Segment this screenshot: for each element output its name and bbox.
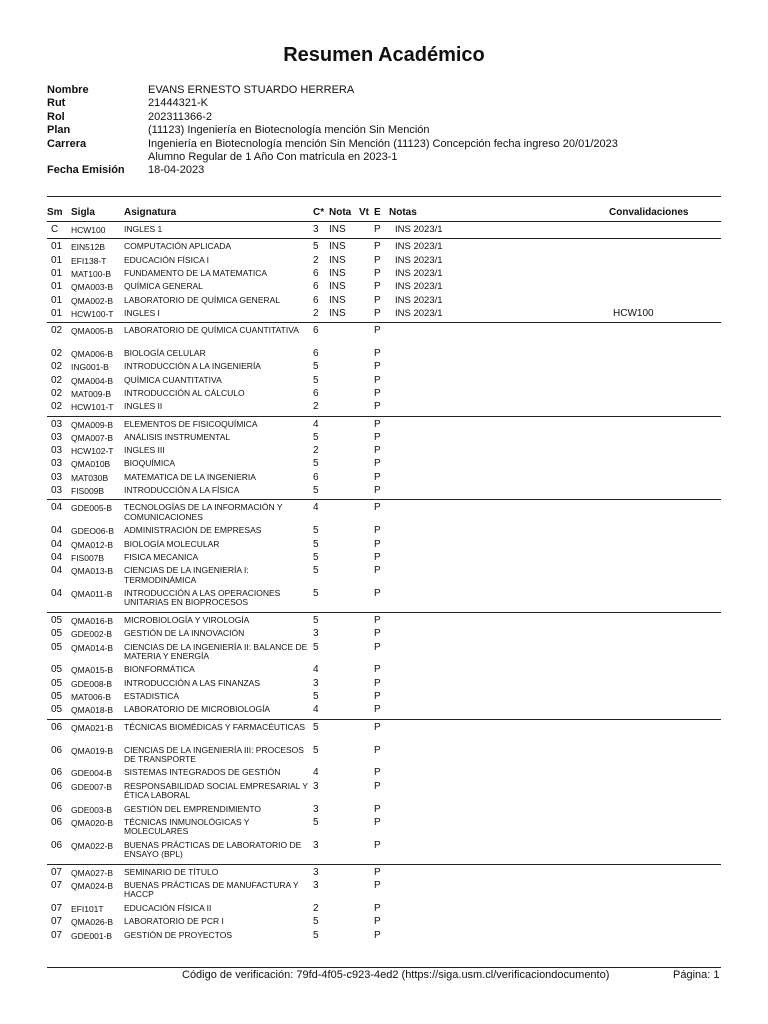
credits-cell: 4 [313, 418, 319, 430]
sigla-cell: QMA010B [71, 459, 111, 470]
status-cell: P [374, 614, 381, 626]
status-cell: P [374, 641, 381, 653]
sigla-cell: EIN512B [71, 242, 106, 253]
status-cell: P [374, 374, 381, 386]
semester-separator [47, 499, 721, 500]
status-cell: P [374, 418, 381, 430]
credits-cell: 5 [313, 431, 319, 443]
status-cell: P [374, 691, 381, 702]
sigla-cell: EFI138-T [71, 255, 107, 266]
sigla-cell: QMA015-B [71, 665, 114, 676]
status-cell: P [374, 816, 381, 828]
subject-cell: INTRODUCCIÓN A LAS OPERACIONES UNITARIAS EN BIOPROCESOS [124, 588, 281, 608]
info-value: 21444321-K [148, 97, 208, 110]
subject-cell: TÉCNICAS INMUNOLÓGICAS Y MOLECULARES [124, 816, 250, 837]
semester-cell: 07 [51, 902, 63, 914]
subject-cell: LABORATORIO DE MICROBIOLOGÍA [124, 704, 271, 715]
subject-cell: MICROBIOLOGÍA Y VIROLOGÍA [124, 614, 250, 625]
info-value: (11123) Ingeniería en Biotecnología mención Sin Mención [148, 124, 430, 137]
col-header-e: E [374, 207, 381, 218]
status-cell: P [374, 361, 381, 373]
semester-cell: 06 [51, 721, 63, 733]
status-cell: P [374, 744, 381, 756]
subject-cell: INGLES 1 [124, 224, 163, 234]
credits-cell: 2 [313, 902, 319, 914]
semester-cell: 05 [51, 704, 63, 716]
info-value: Alumno Regular de 1 Año Con matrícula en 2023-1 [148, 150, 398, 163]
sigla-cell: GDE008-B [71, 678, 113, 689]
subject-cell: LABORATORIO DE QUÍMICA GENERAL [124, 294, 281, 305]
subject-cell: GESTIÓN DE PROYECTOS [124, 929, 233, 940]
credits-cell: 4 [313, 664, 319, 676]
notes-cell: INS 2023/1 [395, 294, 443, 306]
sigla-cell: QMA021-B [71, 722, 114, 733]
credits-cell: 5 [313, 614, 319, 626]
subject-cell: LABORATORIO DE PCR I [124, 916, 224, 927]
semester-cell: 01 [51, 294, 63, 306]
sigla-cell: GDE001-B [71, 930, 113, 941]
subject-cell: INTRODUCCIÓN A LA FÍSICA [124, 485, 240, 495]
subject-cell: CIENCIAS DE LA INGENIERÍA II: BALANCE DE MATERIA Y ENERGÍA [124, 641, 308, 661]
sigla-cell: QMA022-B [71, 840, 114, 851]
sigla-cell: HCW100 [71, 225, 106, 235]
credits-cell: 5 [313, 485, 319, 496]
status-cell: P [374, 767, 381, 779]
status-cell: P [374, 916, 381, 928]
sigla-cell: GDE003-B [71, 804, 113, 815]
status-cell: P [374, 471, 381, 483]
status-cell: P [374, 431, 381, 443]
subject-cell: LABORATORIO DE QUÍMICA CUANTITATIVA [124, 325, 299, 336]
notes-cell: INS 2023/1 [395, 307, 443, 319]
sigla-cell: ING001-B [71, 362, 109, 373]
status-cell: P [374, 267, 381, 279]
col-header-asignatura: Asignatura [124, 207, 177, 218]
sigla-cell: FIS009B [71, 486, 105, 496]
grade-cell: INS [329, 294, 346, 306]
credits-cell: 5 [313, 816, 319, 828]
info-label: Plan [47, 124, 71, 137]
semester-cell: 01 [51, 254, 63, 266]
status-cell: P [374, 929, 381, 941]
subject-cell: TECNOLOGÍAS DE LA INFORMACIÓN Y COMUNICACIONES [124, 502, 283, 522]
sigla-cell: QMA024-B [71, 881, 114, 891]
credits-cell: 6 [313, 387, 319, 399]
subject-cell: BIOLOGÍA MOLECULAR [124, 538, 220, 549]
credits-cell: 4 [313, 767, 319, 779]
sigla-cell: QMA004-B [71, 375, 114, 386]
col-header-creditos: C* [313, 207, 325, 218]
status-cell: P [374, 839, 381, 851]
sigla-cell: QMA003-B [71, 282, 114, 293]
credits-cell: 5 [313, 374, 319, 386]
subject-cell: INGLES III [124, 445, 165, 456]
info-label: Rut [47, 97, 66, 110]
status-cell: P [374, 551, 381, 563]
credits-cell: 4 [313, 502, 319, 514]
info-label: Fecha Emisión [47, 164, 125, 177]
credits-cell: 6 [313, 294, 319, 306]
subject-cell: INGLES I [124, 307, 160, 318]
credits-cell: 5 [313, 721, 319, 733]
subject-cell: QUÍMICA GENERAL [124, 281, 203, 292]
info-value: EVANS ERNESTO STUARDO HERRERA [148, 84, 355, 96]
semester-cell: 01 [51, 267, 63, 279]
status-cell: P [374, 401, 381, 413]
status-cell: P [374, 387, 381, 399]
semester-cell: 05 [51, 614, 63, 626]
semester-cell: 06 [51, 803, 63, 815]
subject-cell: ESTADISTICA [124, 691, 180, 701]
sigla-cell: MAT009-B [71, 388, 111, 399]
notes-cell: INS 2023/1 [395, 241, 443, 253]
subject-cell: ADMINISTRACIÓN DE EMPRESAS [124, 525, 262, 536]
credits-cell: 4 [313, 704, 319, 716]
info-label: Nombre [47, 84, 89, 96]
semester-separator [47, 612, 721, 613]
sigla-cell: QMA027-B [71, 867, 114, 878]
notes-cell: INS 2023/1 [395, 224, 443, 235]
semester-cell: 04 [51, 588, 63, 599]
semester-cell: 02 [51, 325, 63, 337]
sigla-cell: GDE002-B [71, 629, 113, 640]
semester-cell: 02 [51, 374, 63, 386]
subject-cell: COMPUTACIÓN APLICADA [124, 241, 232, 252]
status-cell: P [374, 224, 381, 235]
semester-cell: 04 [51, 502, 63, 514]
credits-cell: 3 [313, 780, 319, 792]
semester-separator [47, 322, 721, 323]
sigla-cell: QMA018-B [71, 705, 114, 716]
col-header-sigla: Sigla [71, 207, 95, 218]
subject-cell: BUENAS PRÁCTICAS DE LABORATORIO DE ENSAYO (BPL) [124, 839, 302, 860]
status-cell: P [374, 502, 381, 514]
sigla-cell: GDE007-B [71, 781, 113, 792]
subject-cell: QUÍMICA CUANTITATIVA [124, 374, 222, 385]
subject-cell: INGLES II [124, 401, 163, 412]
subject-cell: TÉCNICAS BIOMÉDICAS Y FARMACÉUTICAS [124, 721, 306, 732]
sigla-cell: GDE004-B [71, 768, 113, 779]
credits-cell: 5 [313, 538, 319, 550]
sigla-cell: QMA013-B [71, 566, 114, 577]
subject-cell: ELEMENTOS DE FISICOQUÍMICA [124, 418, 258, 429]
credits-cell: 6 [313, 325, 319, 337]
status-cell: P [374, 664, 381, 676]
col-header-convalidaciones: Convalidaciones [609, 207, 689, 218]
credits-cell: 5 [313, 551, 319, 563]
footer-rule [47, 967, 721, 968]
semester-cell: 03 [51, 471, 63, 483]
semester-cell: 01 [51, 307, 63, 319]
credits-cell: 5 [313, 641, 319, 653]
status-cell: P [374, 677, 381, 689]
subject-cell: BIONFORMÁTICA [124, 664, 195, 675]
sigla-cell: QMA014-B [71, 642, 114, 653]
sigla-cell: GDEO06-B [71, 526, 114, 537]
status-cell: P [374, 325, 381, 337]
subject-cell: EDUCACIÓN FÍSICA I [124, 254, 210, 265]
semester-cell: 03 [51, 431, 63, 443]
credits-cell: 6 [313, 267, 319, 279]
credits-cell: 6 [313, 348, 319, 359]
semester-cell: 01 [51, 281, 63, 293]
subject-cell: INTRODUCCIÓN A LA INGENIERÍA [124, 361, 261, 372]
credits-cell: 5 [313, 525, 319, 537]
subject-cell: GESTIÓN DEL EMPRENDIMIENTO [124, 803, 261, 814]
semester-cell: 03 [51, 445, 63, 457]
semester-cell: 02 [51, 348, 63, 359]
status-cell: P [374, 485, 381, 496]
subject-cell: SISTEMAS INTEGRADOS DE GESTIÓN [124, 767, 281, 778]
credits-cell: 2 [313, 401, 319, 413]
info-value: 18-04-2023 [148, 164, 205, 177]
semester-cell: 04 [51, 565, 63, 577]
credits-cell: 5 [313, 691, 319, 702]
subject-cell: MATEMATICA DE LA INGENIERIA [124, 471, 256, 482]
info-value: Ingeniería en Biotecnología mención Sin Mención (11123) Concepción fecha ingreso 20/01/2023 [148, 137, 618, 150]
credits-cell: 3 [313, 803, 319, 815]
col-header-sm: Sm [47, 207, 63, 218]
sigla-cell: QMA002-B [71, 295, 114, 306]
semester-cell: 05 [51, 628, 63, 640]
semester-cell: 06 [51, 780, 63, 792]
credits-cell: 6 [313, 471, 319, 483]
subject-cell: BIOLOGÍA CELULAR [124, 348, 206, 358]
info-label: Carrera [47, 137, 87, 150]
status-cell: P [374, 348, 381, 359]
sigla-cell: MAT006-B [71, 692, 111, 702]
status-cell: P [374, 704, 381, 716]
credits-cell: 5 [313, 916, 319, 928]
status-cell: P [374, 565, 381, 577]
sigla-cell: MAT100-B [71, 268, 111, 279]
sigla-cell: EFI101T [71, 903, 104, 914]
sigla-cell: HCW100-T [71, 308, 114, 319]
subject-cell: SEMINARIO DE TÍTULO [124, 866, 219, 877]
semester-cell: 06 [51, 839, 63, 851]
status-cell: P [374, 281, 381, 293]
subject-cell: RESPONSABILIDAD SOCIAL EMPRESARIAL Y ÉTICA LABORAL [124, 780, 308, 801]
sigla-cell: GDE005-B [71, 503, 113, 514]
credits-cell: 5 [313, 361, 319, 373]
sigla-cell: QMA005-B [71, 326, 114, 337]
semester-cell: 06 [51, 744, 63, 756]
grade-cell: INS [329, 224, 346, 235]
semester-cell: 07 [51, 866, 63, 878]
grade-cell: INS [329, 307, 346, 319]
status-cell: P [374, 445, 381, 457]
status-cell: P [374, 254, 381, 266]
sigla-cell: HCW102-T [71, 446, 114, 457]
status-cell: P [374, 902, 381, 914]
semester-separator [47, 238, 721, 239]
status-cell: P [374, 588, 381, 599]
credits-cell: 5 [313, 458, 319, 470]
convalidation-cell: HCW100 [613, 307, 654, 319]
credits-cell: 6 [313, 281, 319, 293]
sigla-cell: QMA026-B [71, 917, 114, 928]
status-cell: P [374, 628, 381, 640]
subject-cell: GESTIÓN DE LA INNOVACIÓN [124, 628, 245, 639]
semester-separator [47, 719, 721, 720]
credits-cell: 5 [313, 565, 319, 577]
sigla-cell: FIS007B [71, 552, 105, 563]
footer [0, 969, 768, 981]
status-cell: P [374, 294, 381, 306]
semester-separator [47, 416, 721, 417]
page-title: Resumen Académico [283, 44, 485, 66]
credits-cell: 3 [313, 677, 319, 689]
credits-cell: 2 [313, 445, 319, 457]
semester-cell: 02 [51, 401, 63, 413]
status-cell: P [374, 538, 381, 550]
semester-cell: 03 [51, 485, 63, 496]
semester-cell: 03 [51, 458, 63, 470]
sigla-cell: HCW101-T [71, 402, 114, 413]
credits-cell: 5 [313, 588, 319, 599]
credits-cell: 3 [313, 839, 319, 851]
credits-cell: 2 [313, 307, 319, 319]
status-cell: P [374, 803, 381, 815]
status-cell: P [374, 780, 381, 792]
subject-cell: CIENCIAS DE LA INGENIERÍA III: PROCESOS DE TRANSPORTE [124, 744, 304, 764]
subject-cell: FUNDAMENTO DE LA MATEMATICA [124, 267, 268, 278]
subject-cell: CIENCIAS DE LA INGENIERÍA I: TERMODINÁMICA [124, 565, 249, 585]
col-header-notas: Notas [389, 207, 417, 218]
status-cell: P [374, 721, 381, 733]
semester-cell: 06 [51, 816, 63, 828]
notes-cell: INS 2023/1 [395, 254, 443, 266]
semester-cell: 01 [51, 241, 63, 253]
status-cell: P [374, 241, 381, 253]
verification-code: Código de verificación: 79fd-4f05-c923-4ed2 (https://siga.usm.cl/verificaciondocumento) [182, 969, 610, 981]
semester-cell: 04 [51, 525, 63, 537]
sigla-cell: QMA012-B [71, 539, 114, 550]
grade-cell: INS [329, 254, 346, 266]
info-label: Rol [47, 110, 65, 123]
semester-cell: 06 [51, 767, 63, 779]
sigla-cell: QMA007-B [71, 432, 114, 443]
credits-cell: 2 [313, 254, 319, 266]
semester-cell: 02 [51, 361, 63, 373]
semester-cell: 05 [51, 664, 63, 676]
semester-cell: 03 [51, 418, 63, 430]
semester-cell: 02 [51, 387, 63, 399]
subject-cell: INTRODUCCIÓN A LAS FINANZAS [124, 677, 261, 688]
status-cell: P [374, 458, 381, 470]
semester-cell: 07 [51, 880, 63, 891]
sigla-cell: QMA009-B [71, 419, 114, 430]
subject-cell: ANÁLISIS INSTRUMENTAL [124, 431, 231, 442]
semester-cell: 07 [51, 916, 63, 928]
col-header-vt: Vt [359, 207, 369, 218]
grade-cell: INS [329, 241, 346, 253]
status-cell: P [374, 880, 381, 891]
semester-cell: 04 [51, 538, 63, 550]
credits-cell: 3 [313, 880, 319, 891]
status-cell: P [374, 307, 381, 319]
sigla-cell: QMA006-B [71, 349, 114, 359]
subject-cell: FISICA MECANICA [124, 551, 199, 562]
sigla-cell: QMA016-B [71, 615, 114, 626]
credits-cell: 5 [313, 744, 319, 756]
sigla-cell: QMA020-B [71, 817, 114, 828]
semester-cell: 05 [51, 677, 63, 689]
semester-cell: 07 [51, 929, 63, 941]
subject-cell: BIOQUÍMICA [124, 458, 176, 469]
subject-cell: BUENAS PRÁCTICAS DE MANUFACTURA Y HACCP [124, 880, 299, 900]
credits-cell: 5 [313, 241, 319, 253]
semester-cell: 04 [51, 551, 63, 563]
subject-cell: INTRODUCCIÓN AL CÁLCULO [124, 387, 245, 398]
semester-cell: 05 [51, 641, 63, 653]
grade-cell: INS [329, 281, 346, 293]
info-value: 202311366-2 [148, 110, 213, 123]
sigla-cell: QMA011-B [71, 589, 113, 599]
semester-cell: C [51, 224, 59, 235]
semester-separator [47, 864, 721, 865]
credits-cell: 3 [313, 224, 319, 235]
notes-cell: INS 2023/1 [395, 267, 443, 279]
grade-cell: INS [329, 267, 346, 279]
credits-cell: 5 [313, 929, 319, 941]
notes-cell: INS 2023/1 [395, 281, 443, 293]
sigla-cell: QMA019-B [71, 745, 114, 756]
status-cell: P [374, 866, 381, 878]
col-header-nota: Nota [329, 207, 352, 218]
credits-cell: 3 [313, 866, 319, 878]
page-number: Página: 1 [673, 969, 720, 981]
semester-cell: 05 [51, 691, 63, 702]
credits-cell: 3 [313, 628, 319, 640]
subject-cell: EDUCACIÓN FÍSICA II [124, 902, 212, 913]
sigla-cell: MAT030B [71, 472, 109, 483]
status-cell: P [374, 525, 381, 537]
